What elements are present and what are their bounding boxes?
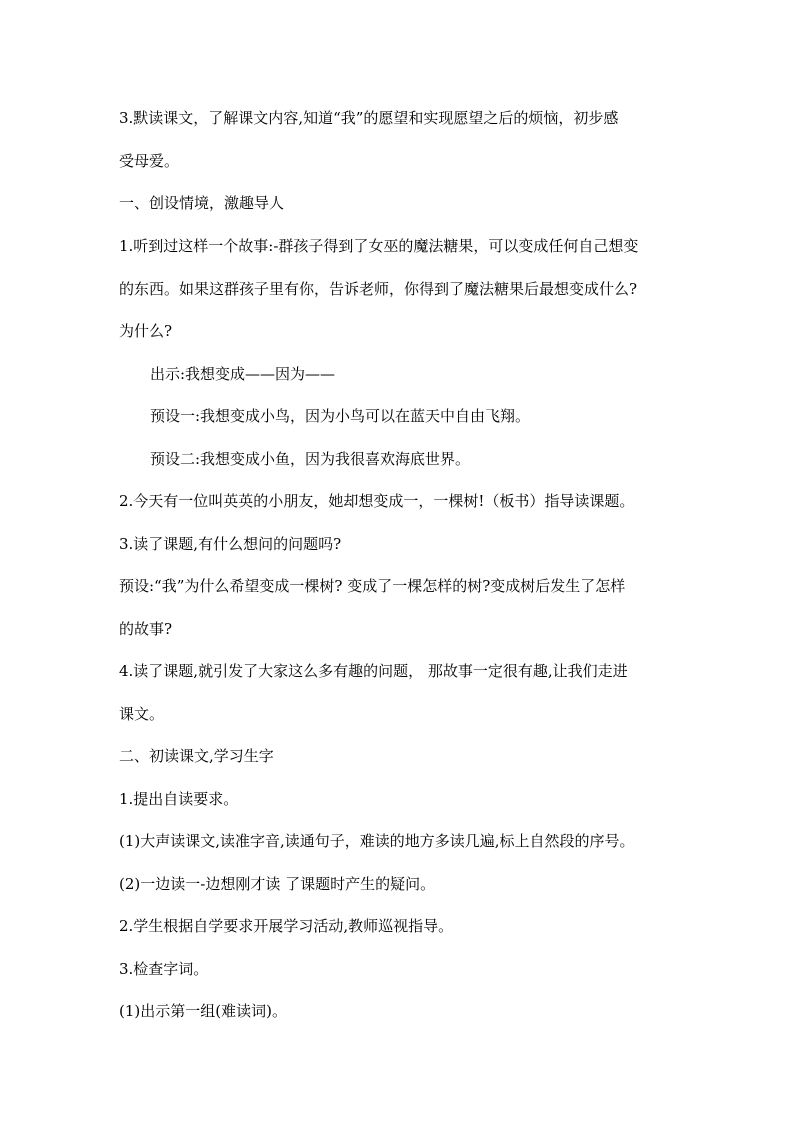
reading-requirement-1: (1)大声读课文,读准字音,读通句子，难读的地方多读几遍,标上自然段的序号。: [119, 832, 635, 850]
section-heading-2: 二、初读课文,学习生字: [119, 747, 274, 765]
preset-questions-line-2: 的故事?: [119, 620, 173, 638]
reading-requirement-2: (2)一边读一-边想刚才读 了课题时产生的疑问。: [119, 875, 436, 893]
reading-step-2: 2.学生根据自学要求开展学习活动,教师巡视指导。: [119, 917, 454, 935]
display-prompt: 出示:我想变成——因为——: [150, 365, 336, 383]
objective-3-line-2: 受母爱。: [119, 152, 180, 170]
preset-2: 预设二:我想变成小鱼，因为我很喜欢海底世界。: [150, 450, 471, 468]
reading-step-3: 3.检查字词。: [119, 960, 209, 978]
objective-3-line-1: 3.默读课文，了解课文内容,知道“我”的愿望和实现愿望之后的烦恼，初步感: [119, 109, 619, 127]
preset-questions-line-1: 预设:“我”为什么希望变成一棵树? 变成了一棵怎样的树?变成树后发生了怎样: [119, 577, 626, 595]
step-1-line-1: 1.听到过这样一个故事:-群孩子得到了女巫的魔法糖果，可以变成任何自己想变: [119, 237, 639, 255]
reading-step-1: 1.提出自读要求。: [119, 790, 239, 808]
step-2: 2.今天有一位叫英英的小朋友，她却想变成一，一棵树!（板书）指导读课题。: [119, 492, 635, 510]
step-1-line-2: 的东西。如果这群孩子里有你，告诉老师，你得到了魔法糖果后最想变成什么?: [119, 280, 638, 298]
word-group-1: (1)出示第一组(难读词)。: [119, 1002, 287, 1020]
preset-1: 预设一:我想变成小鸟，因为小鸟可以在蓝天中自由飞翔。: [150, 407, 531, 425]
step-4-line-1: 4.读了课题,就引发了大家这么多有趣的问题， 那故事一定很有趣,让我们走进: [119, 662, 628, 680]
step-4-line-2: 课文。: [119, 705, 165, 723]
section-heading-1: 一、创设情境，激趣导人: [119, 194, 285, 212]
step-1-line-3: 为什么?: [119, 322, 173, 340]
step-3: 3.读了课题,有什么想问的问题吗?: [119, 535, 342, 553]
